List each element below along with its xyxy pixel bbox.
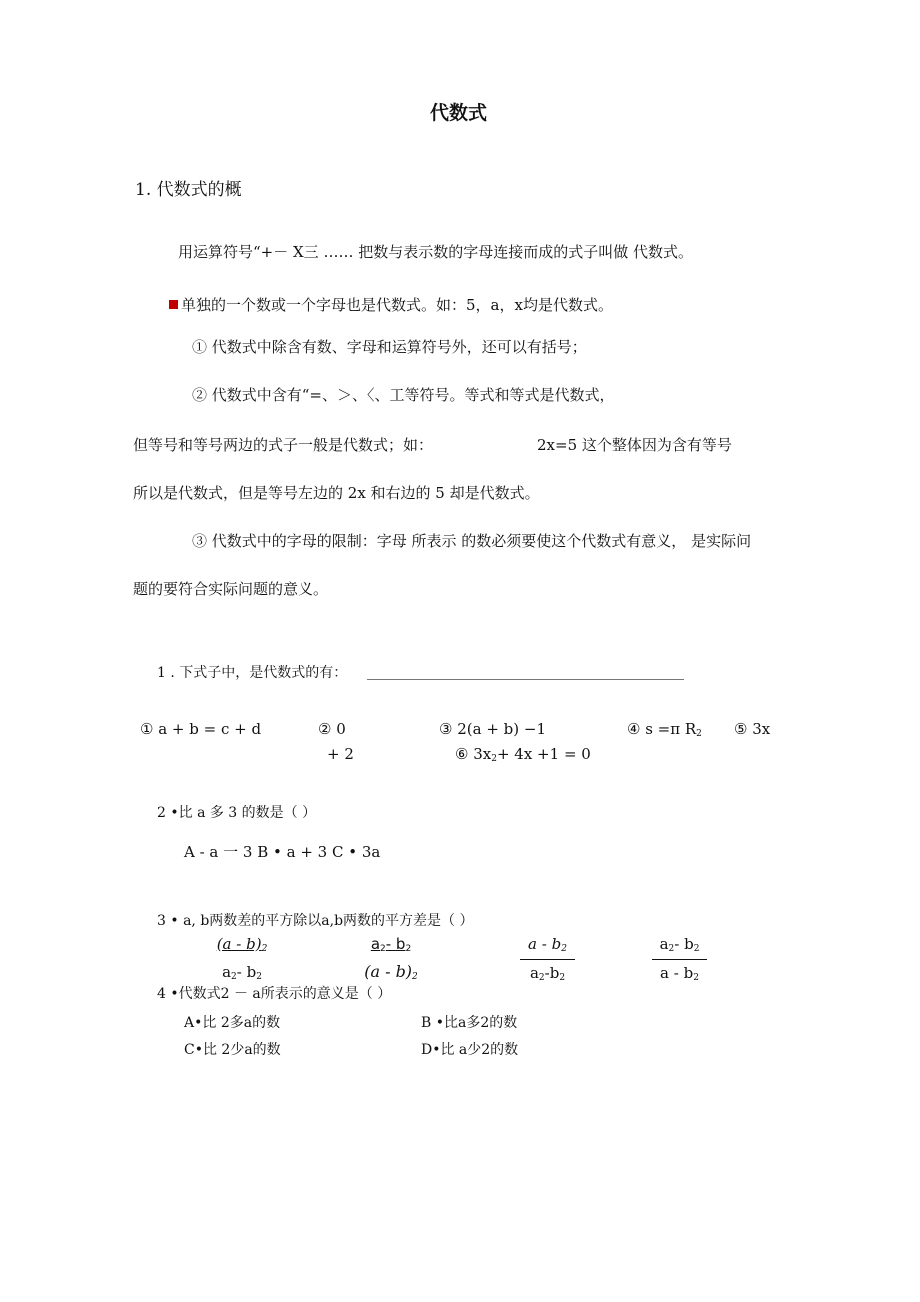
note-2: ② 代数式中含有“=、＞、〈、工等符号。等式和等式是代数式， bbox=[192, 386, 615, 404]
q3-b-numerator: $a_2-$ $b_2$ bbox=[370, 935, 412, 954]
q1-option-6-rest: + 4x +1 = 0 bbox=[496, 745, 591, 763]
q1-option-4-text: ④ s =π R bbox=[627, 720, 697, 738]
question-2-stem: 2 •比 a 多 3 的数是（ ） bbox=[157, 805, 317, 821]
q4-choice-b: B •比a多2的数 bbox=[421, 1015, 518, 1031]
q1-option-6 bbox=[455, 745, 591, 768]
q1-option-6-exponent: 2 bbox=[491, 754, 497, 764]
q3-c-denominator: $a_2-b_2$ bbox=[529, 964, 566, 983]
question-1-stem: 1 . 下式子中，是代数式的有： bbox=[157, 665, 348, 681]
question-3-stem: 3 • a, b两数差的平方除以a,b两数的平方差是（ ） bbox=[157, 913, 474, 929]
section-heading: 1. 代数式的概 bbox=[135, 180, 242, 200]
question-2-choices: A - a 一 3 B • a + 3 C • 3a bbox=[184, 843, 381, 861]
q4-choice-a: A•比 2多a的数 bbox=[184, 1015, 281, 1031]
bullet-note-text: 单独的一个数或一个字母也是代数式。如：5，a，x均是代数式。 bbox=[181, 296, 613, 314]
answer-blank-line bbox=[367, 679, 684, 680]
q3-option-c bbox=[520, 935, 575, 987]
q1-option-4 bbox=[627, 720, 702, 743]
q3-option-a bbox=[212, 935, 272, 986]
bullet-note bbox=[169, 296, 613, 314]
note-3: ③ 代数式中的字母的限制：字母 所表示 的数必须要使这个代数式有意义， 是实际问 bbox=[192, 532, 752, 550]
note-2-continued-a: 但等号和等号两边的式子一般是代数式；如： bbox=[133, 436, 434, 454]
q4-choice-d: D•比 a少2的数 bbox=[421, 1042, 519, 1058]
note-2-continued-c: 所以是代数式，但是等号左边的 2x 和右边的 5 却是代数式。 bbox=[133, 484, 540, 502]
q3-option-b bbox=[361, 935, 421, 986]
q3-d-numerator: $a_2-$ $b_2$ bbox=[652, 935, 707, 960]
q1-option-6-text: ⑥ 3x bbox=[455, 745, 492, 763]
note-1: ① 代数式中除含有数、字母和运算符号外，还可以有括号； bbox=[192, 338, 587, 356]
q3-a-numerator: $(a - b)_2$ bbox=[216, 935, 268, 954]
note-2-continued-b: 2x=5 这个整体因为含有等号 bbox=[537, 436, 732, 454]
page-title: 代数式 bbox=[430, 102, 488, 124]
question-4-stem: 4 •代数式2 － a所表示的意义是（ ） bbox=[157, 986, 392, 1002]
q3-c-numerator: a - $b_2$ bbox=[520, 935, 575, 960]
q1-option-2-continued: + 2 bbox=[327, 745, 354, 763]
q3-d-denominator: a - $b_2$ bbox=[660, 964, 699, 983]
q1-option-2: ② 0 bbox=[318, 720, 346, 738]
q3-option-d bbox=[652, 935, 707, 987]
q1-option-1: ① a + b = c + d bbox=[140, 720, 262, 738]
q3-b-denominator: $(a - b)_2$ bbox=[364, 962, 418, 982]
q4-choice-c: C•比 2少a的数 bbox=[184, 1042, 281, 1058]
definition-paragraph: 用运算符号“+－ X三 …… 把数与表示数的字母连接而成的式子叫做 代数式。 bbox=[178, 243, 693, 261]
q1-option-5: ⑤ 3x bbox=[734, 720, 771, 738]
q1-option-4-exponent: 2 bbox=[696, 729, 702, 739]
note-3-continued: 题的要符合实际问题的意义。 bbox=[133, 580, 329, 598]
q3-a-denominator: $a_2-$ $b_2$ bbox=[222, 963, 262, 982]
q1-option-3: ③ 2(a + b) −1 bbox=[439, 720, 546, 738]
square-bullet-icon bbox=[169, 300, 178, 309]
